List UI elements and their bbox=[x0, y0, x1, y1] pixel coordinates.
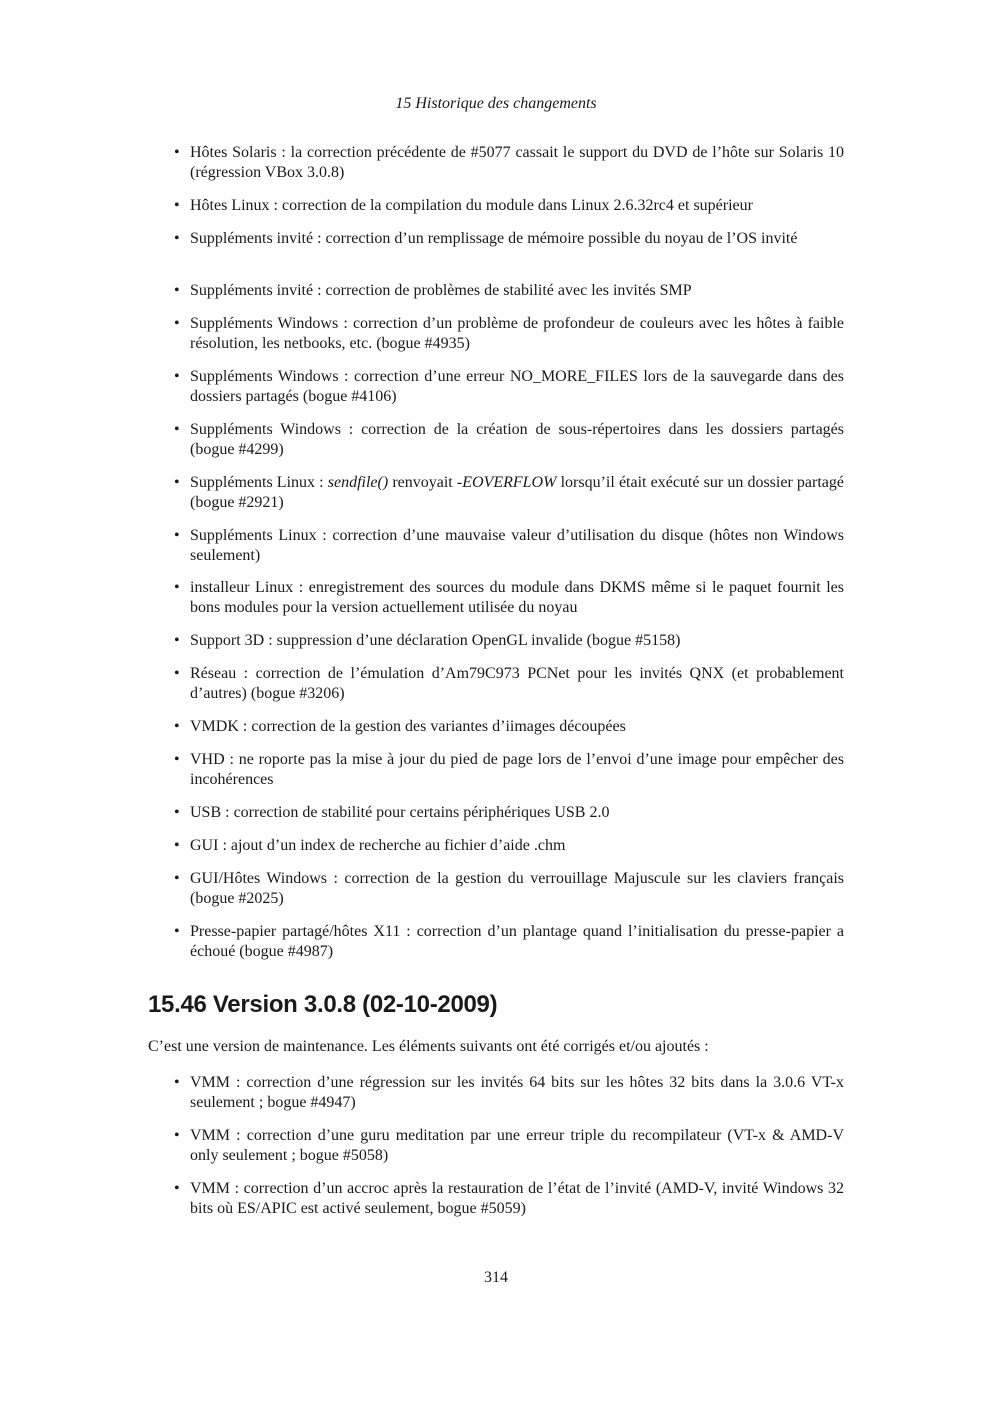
list-item: • VMM : correction d’une guru meditation par une erreur triple du recompilateur (VT-x & AMD-V only seulement ; bogue #5058) bbox=[190, 1126, 844, 1166]
list-item: • Suppléments Windows : correction de la création de sous-répertoires dans les dossiers partagés (bogue #4299) bbox=[190, 420, 844, 460]
running-header: 15 Historique des changements bbox=[395, 95, 597, 112]
list-item: • GUI/Hôtes Windows : correction de la gestion du verrouillage Majuscule sur les claviers français (bogue #2025) bbox=[190, 869, 844, 909]
list-item: • Réseau : correction de l’émulation d’Am79C973 PCNet pour les invités QNX (et probablement d’autres) (bogue #3206) bbox=[190, 664, 844, 704]
list-item: • Suppléments invité : correction de problèmes de stabilité avec les invités SMP bbox=[190, 281, 844, 301]
section-heading: 15.46 Version 3.0.8 (02-10-2009) bbox=[148, 991, 498, 1018]
list-item: • Suppléments Windows : correction d’une erreur NO_MORE_FILES lors de la sauvegarde dans des dossiers partagés (bogue #4106) bbox=[190, 367, 844, 407]
page-number: 314 bbox=[484, 1269, 508, 1286]
list-item: • USB : correction de stabilité pour certains périphériques USB 2.0 bbox=[190, 803, 844, 823]
item-text: renvoyait bbox=[388, 474, 457, 491]
list-item: • GUI : ajout d’un index de recherche au fichier d’aide .chm bbox=[190, 836, 844, 856]
list-item: • Presse-papier partagé/hôtes X11 : correction d’un plantage quand l’initialisation du presse-papier a échoué (bogue #4987) bbox=[190, 922, 844, 962]
list-item: • installeur Linux : enregistrement des sources du module dans DKMS même si le paquet fournit les bons modules pour la version actuellement utilisée du noyau bbox=[190, 578, 844, 618]
list-item: • VHD : ne roporte pas la mise à jour du pied de page lors de l’envoi d’une image pour empêcher des incohérences bbox=[190, 750, 844, 790]
list-item: • VMM : correction d’une régression sur les invités 64 bits sur les hôtes 32 bits dans la 3.0.6 VT-x seulement ; bogue #4947) bbox=[190, 1073, 844, 1113]
list-item: • Hôtes Linux : correction de la compilation du module dans Linux 2.6.32rc4 et supérieur bbox=[190, 196, 844, 216]
error-code: -EOVERFLOW bbox=[456, 474, 557, 491]
item-text: lorsqu’il était exécuté sur un dossier partagé (bogue #2921) bbox=[190, 474, 845, 511]
list-item: • VMM : correction d’un accroc après la restauration de l’état de l’invité (AMD-V, invité Windows 32 bits où ES/APIC est activé seulement, bogue #5059) bbox=[190, 1179, 844, 1219]
list-item: • Suppléments Windows : correction d’un problème de profondeur de couleurs avec les hôtes à faible résolution, les netbooks, etc. (bogue #4935) bbox=[190, 314, 844, 354]
item-text: Suppléments Linux : bbox=[190, 474, 328, 491]
list-item: • Hôtes Solaris : la correction précédente de #5077 cassait le support du DVD de l’hôte sur Solaris 10 (régression VBox 3.0.8) bbox=[190, 143, 844, 183]
list-item: • Support 3D : suppression d’une déclaration OpenGL invalide (bogue #5158) bbox=[190, 631, 844, 651]
list-item: • Suppléments invité : correction d’un remplissage de mémoire possible du noyau de l’OS invité bbox=[190, 229, 844, 249]
list-item: • VMDK : correction de la gestion des variantes d’iimages découpées bbox=[190, 717, 844, 737]
list-item: • Suppléments Linux : correction d’une mauvaise valeur d’utilisation du disque (hôtes non Windows seulement) bbox=[190, 526, 844, 566]
list-item bbox=[190, 473, 844, 513]
section-intro: C’est une version de maintenance. Les éléments suivants ont été corrigés et/ou ajoutés : bbox=[148, 1038, 709, 1055]
function-name: sendfile() bbox=[327, 474, 389, 491]
